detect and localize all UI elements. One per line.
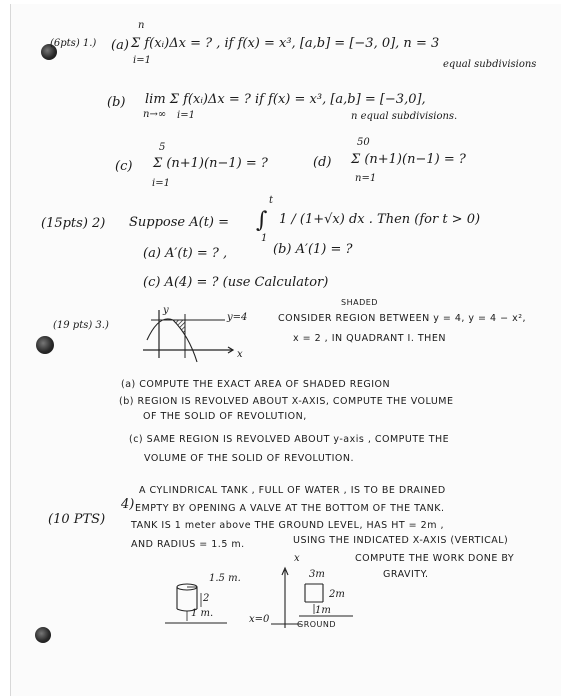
problem3-line2: x = 2 , IN QUADRANT I. THEN [293,333,446,344]
problem4-line2: EMPTY BY OPENING A VALVE AT THE BOTTOM OF THE TANK. [135,503,445,514]
problem3-b2: OF THE SOLID OF REVOLUTION, [143,411,307,422]
problem1-c-label: (c) [115,159,133,174]
problem1-b-sum-bottom: i=1 [177,110,195,121]
problem1-d-label: (d) [313,155,332,170]
problem2-b: (b) A′(1) = ? [273,242,353,257]
problem1-b-under-lim: n→∞ [143,109,167,120]
axis-diagram-side: 2m [329,589,345,600]
problem1-b-expr: lim Σ f(xᵢ)Δx = ? if f(x) = x³, [a,b] = [−3,0], [145,92,426,107]
region-sketch-y-label: y [163,305,169,316]
problem1-c-sum-bottom: i=1 [152,178,170,189]
problem3-line1: CONSIDER REGION BETWEEN y = 4, y = 4 − x², [278,313,527,324]
problem3-c1: (c) SAME REGION IS REVOLVED ABOUT y-axis , COMPUTE THE [129,434,450,445]
problem1-c-sum-top: 5 [159,142,166,153]
binder-hole-middle [36,336,54,354]
binder-hole-bottom [35,627,51,643]
problem1-a-note: equal subdivisions [443,59,537,70]
problem4-line6: COMPUTE THE WORK DONE BY [355,553,515,564]
tank-sketch [161,579,241,629]
problem1-b-label: (b) [107,95,126,110]
region-sketch [137,306,267,366]
integral-sign: ∫ [256,208,268,233]
problem4-line1: A CYLINDRICAL TANK , FULL OF WATER , IS TO BE DRAINED [139,485,446,496]
problem4-line5: USING THE INDICATED X-AXIS (VERTICAL) [293,535,509,546]
tank-sketch-base: 1 m. [191,608,214,619]
problem1-c-expr: Σ (n+1)(n−1) = ? [153,156,268,171]
problem1-points: (6pts) 1.) [50,38,97,49]
problem1-a-sum-bottom: i=1 [133,55,151,66]
problem1-a-label: (a) [111,38,129,53]
problem2-points: (15pts) 2) [41,216,106,231]
problem4-line4: AND RADIUS = 1.5 m. [131,539,245,550]
problem3-shaded-label: SHADED [341,298,378,307]
tank-sketch-height: 2 [203,593,210,604]
worksheet-page [10,4,561,696]
problem4-number: 4) [121,497,135,512]
axis-diagram-ground: GROUND [297,620,337,629]
problem1-d-sum-bottom: n=1 [355,173,377,184]
region-sketch-line-label: y=4 [227,312,248,323]
problem3-a: (a) COMPUTE THE EXACT AREA OF SHADED REGION [121,379,391,390]
problem1-d-expr: Σ (n+1)(n−1) = ? [351,152,466,167]
problem2-int-bottom: 1 [261,233,268,244]
axis-diagram-base: 1m [315,605,331,616]
problem2-intro: Suppose A(t) = [129,215,230,230]
problem1-d-sum-top: 50 [357,137,370,148]
problem1-a-expr: Σ f(xᵢ)Δx = ? , if f(x) = x³, [a,b] = [−3, 0], n = 3 [131,36,440,51]
problem1-b-note: n equal subdivisions. [351,111,458,122]
problem3-b1: (b) REGION IS REVOLVED ABOUT X-AXIS, COMPUTE THE VOLUME [119,396,454,407]
problem2-c: (c) A(4) = ? (use Calculator) [143,275,329,290]
problem3-points: (19 pts) 3.) [53,320,109,331]
problem4-line3: TANK IS 1 meter above THE GROUND LEVEL, HAS HT = 2m , [131,520,444,531]
axis-diagram-origin: x=0 [249,614,270,625]
problem4-line7: GRAVITY. [383,569,429,580]
problem3-c2: VOLUME OF THE SOLID OF REVOLUTION. [144,453,355,464]
axis-diagram-top: 3m [309,569,325,580]
tank-sketch-radius: 1.5 m. [209,573,241,584]
axis-diagram-x-label: x [294,553,300,564]
problem2-a: (a) A′(t) = ? , [143,246,228,261]
problem1-a-sum-top: n [138,20,145,31]
problem2-integrand: 1 / (1+√x) dx . Then (for t > 0) [279,212,481,227]
problem2-int-top: t [269,195,274,206]
problem4-points: (10 PTS) [48,512,106,527]
region-sketch-x-label: x [237,349,243,360]
